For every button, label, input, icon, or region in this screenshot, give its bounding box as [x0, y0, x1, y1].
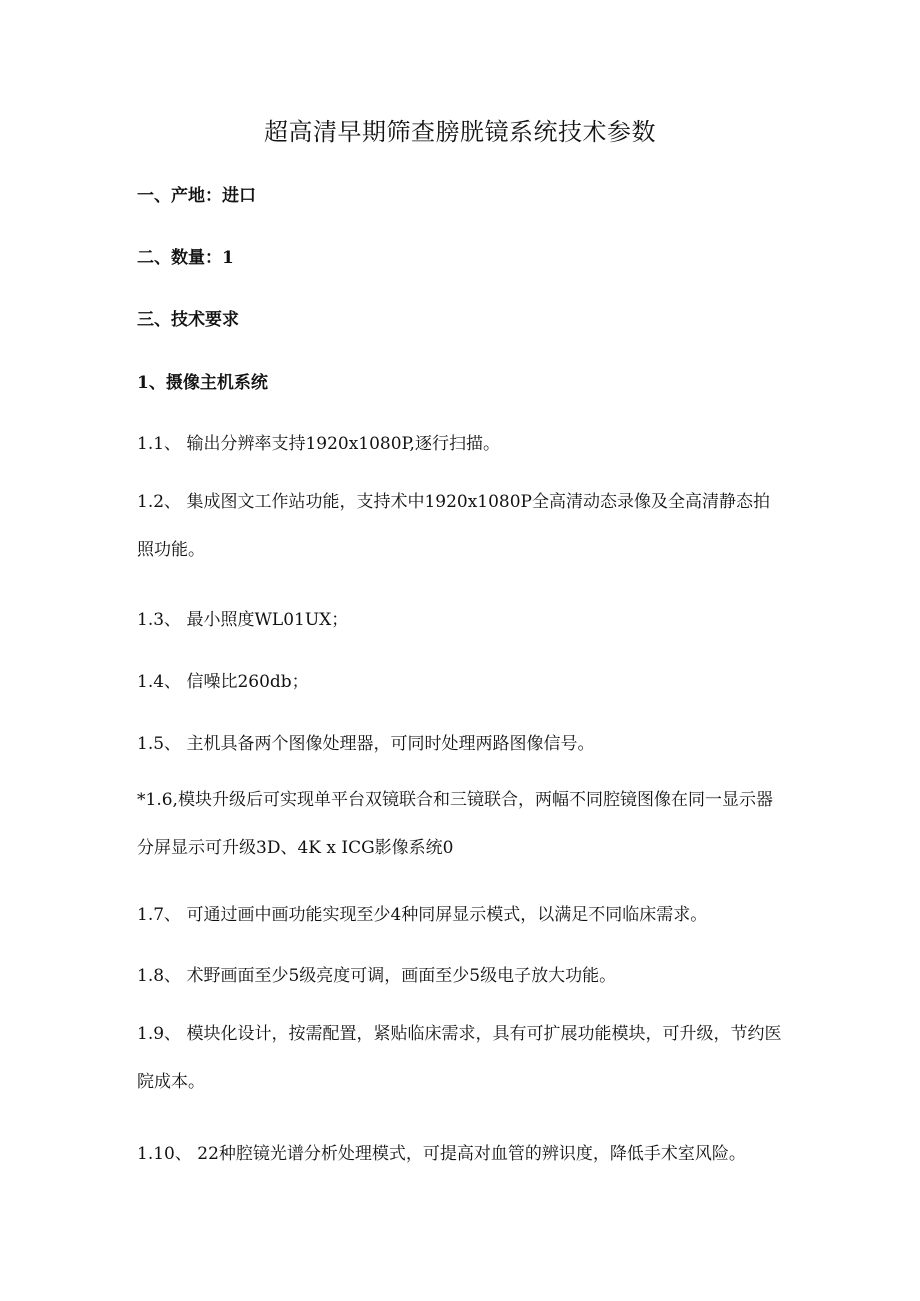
item-1-3: 1.3、 最小照度WL01UX；: [137, 610, 349, 630]
item-1-2: 1.2、 集成图文工作站功能，支持术中1920x1080P全高清动态录像及全高清静态拍照功能。: [137, 492, 770, 560]
section-technical-requirements: 三、技术要求: [137, 310, 239, 330]
item-1-10: 1.10、 22种腔镜光谱分析处理模式，可提高对血管的辨识度，降低手术室风险。: [137, 1144, 746, 1164]
section-quantity: 二、数量：1: [137, 248, 234, 268]
item-1-9: 1.9、 模块化设计，按需配置，紧贴临床需求，具有可扩展功能模块，可升级，节约医院成本。: [137, 1024, 782, 1092]
item-1-6: *1.6,模块升级后可实现单平台双镜联合和三镜联合，两幅不同腔镜图像在同一显示器分屏显示可升级3D、4K x ICG影像系统0: [137, 790, 773, 858]
section-origin: 一、产地：进口: [137, 186, 256, 206]
subsection-camera-host: 1、摄像主机系统: [137, 373, 268, 393]
document-title: 超高清早期筛查膀胱镜系统技术参数: [264, 118, 656, 146]
item-1-5: 1.5、 主机具备两个图像处理器，可同时处理两路图像信号。: [137, 734, 595, 754]
item-1-4: 1.4、 信噪比260db；: [137, 672, 309, 692]
item-1-7: 1.7、 可通过画中画功能实现至少4种同屏显示模式，以满足不同临床需求。: [137, 905, 708, 925]
item-1-1: 1.1、 输出分辨率支持1920x1080P,逐行扫描。: [137, 434, 500, 454]
item-1-8: 1.8、 术野画面至少5级亮度可调，画面至少5级电子放大功能。: [137, 966, 617, 986]
